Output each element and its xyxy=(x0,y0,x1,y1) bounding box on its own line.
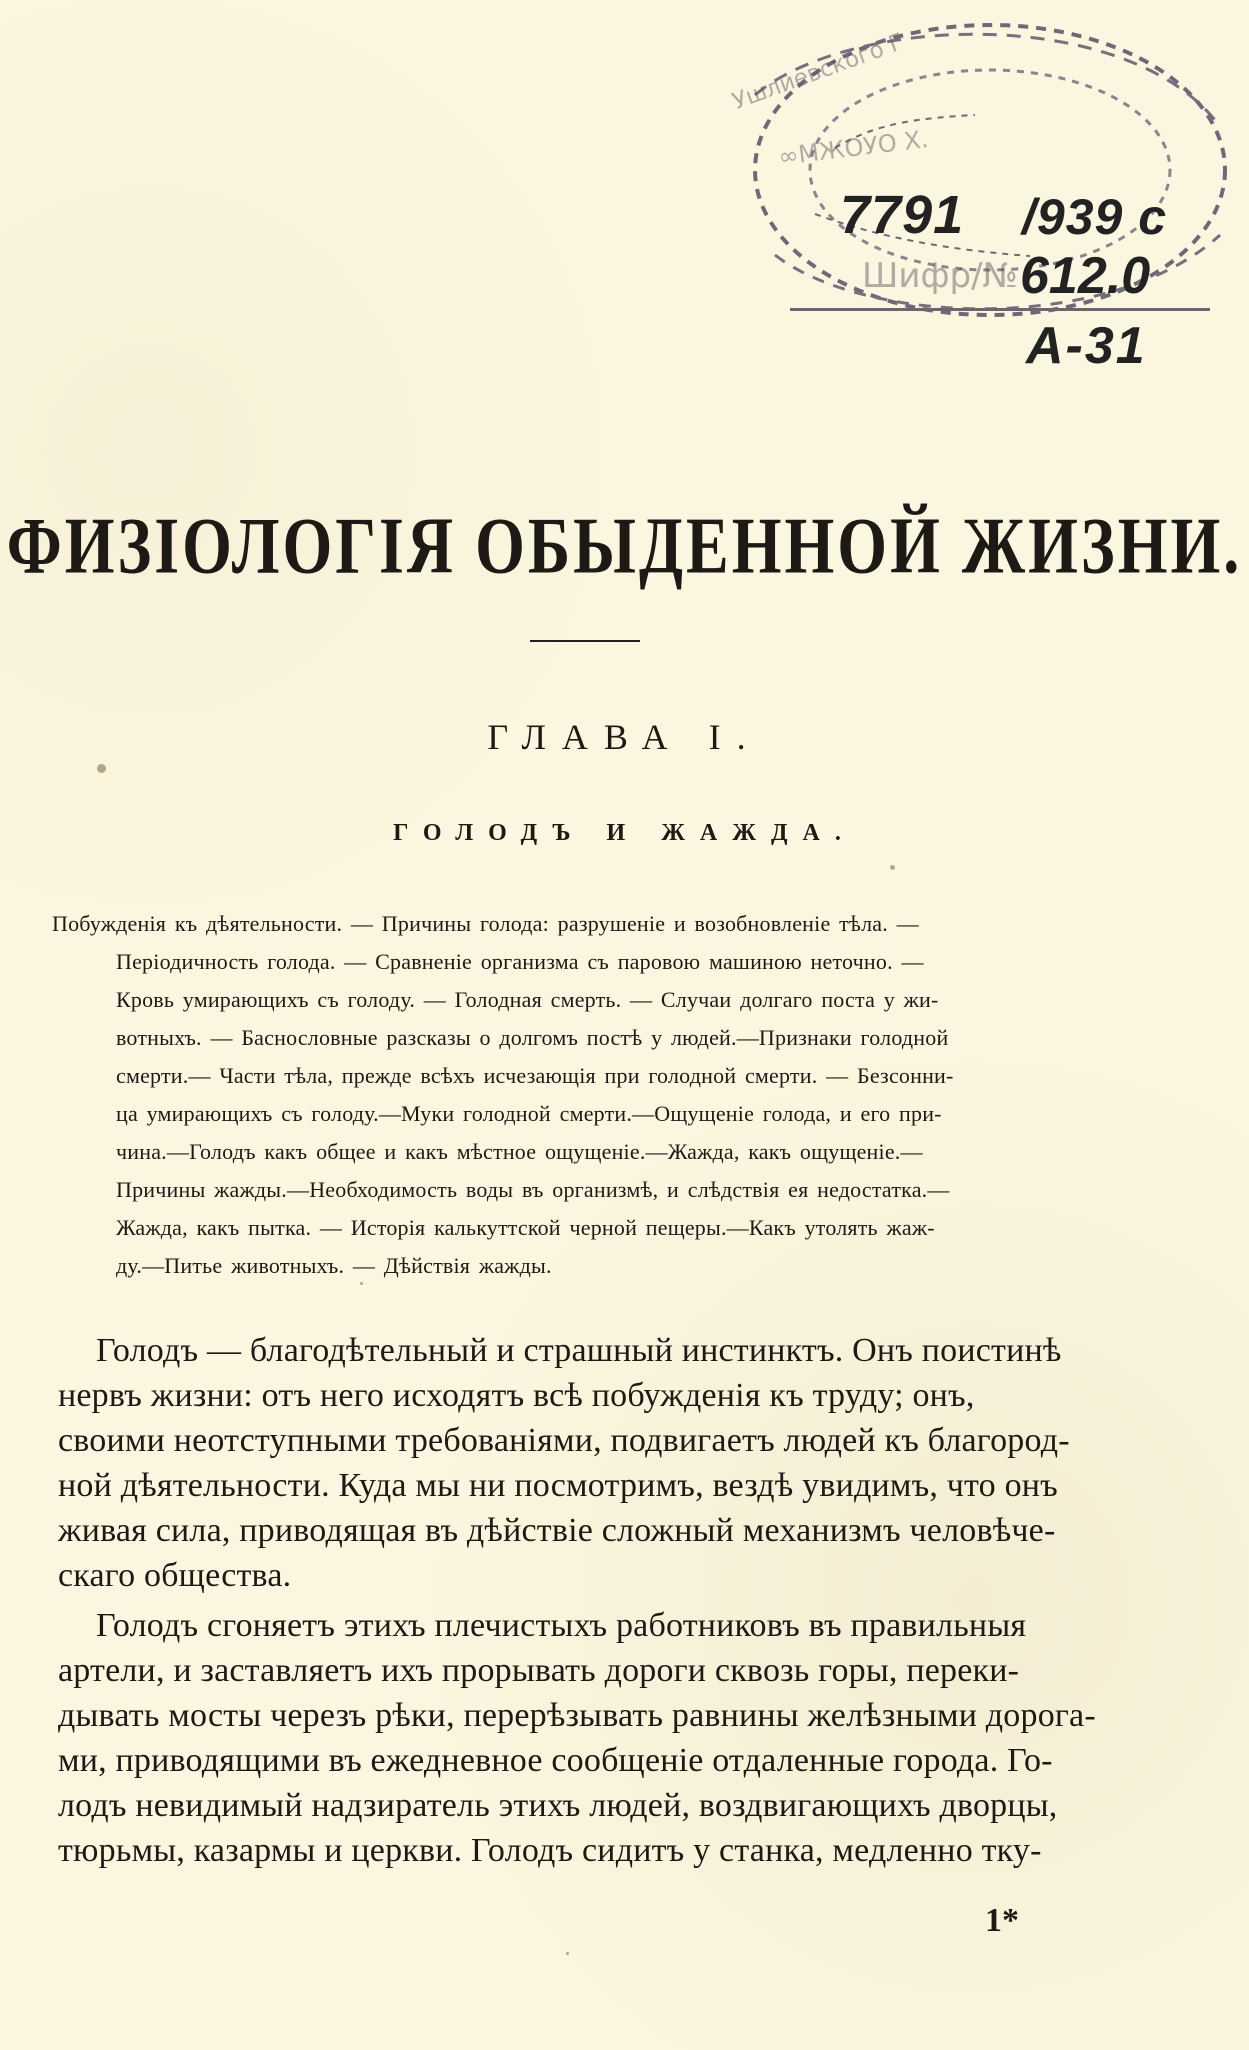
paper-speck xyxy=(97,764,106,773)
body-line: ной дѣятельности. Куда мы ни посмотримъ, вездѣ увидимъ, что онъ xyxy=(58,1467,1058,1504)
summary-line: Причины жажды.—Необходимость воды въ организмѣ, и слѣдствія ея недостатка.— xyxy=(116,1177,950,1202)
stamp-code-2: А-31 xyxy=(1026,317,1147,375)
stamp-faint-cipher-label: Шифр/№ xyxy=(862,256,1018,296)
stamp-faint-upper-text: ∞МЖОУО Х. xyxy=(776,124,930,172)
summary-line: смерти.— Части тѣла, прежде всѣхъ исчезающія при голодной смерти. — Безсонни- xyxy=(116,1063,954,1088)
chapter-label: ГЛАВА I. xyxy=(487,717,762,757)
summary-line: Періодичность голода. — Сравненіе организма съ паровою машиною неточно. — xyxy=(116,949,924,974)
body-line: нервъ жизни: отъ него исходятъ всѣ побужденія къ труду; онъ, xyxy=(58,1377,975,1414)
paper-speck xyxy=(360,1282,363,1285)
stamp-faint-arc-text: Ушлиевского Г xyxy=(728,28,908,116)
body-line: ми, приводящими въ ежедневное сообщеніе отдаленные города. Го- xyxy=(58,1742,1053,1779)
summary-line: вотныхъ. — Баснословные разсказы о долгомъ постѣ у людей.—Признаки голодной xyxy=(116,1025,949,1050)
chapter-title: ГОЛОДЪ И ЖАЖДА. xyxy=(393,820,856,846)
body-line: Голодъ — благодѣтельный и страшный инстинктъ. Онъ поистинѣ xyxy=(96,1332,1062,1369)
summary-line: Кровь умирающихъ съ голоду. — Голодная смерть. — Случаи долгаго поста у жи- xyxy=(116,987,939,1012)
body-line: живая сила, приводящая въ дѣйствіе сложный механизмъ человѣче- xyxy=(58,1512,1056,1549)
summary-line: ца умирающихъ съ голоду.—Муки голодной смерти.—Ощущеніе голода, и его при- xyxy=(116,1101,942,1126)
body-line: артели, и заставляетъ ихъ прорывать дороги сквозь горы, переки- xyxy=(58,1652,1020,1689)
summary-line: Побужденія къ дѣятельности. — Причины голода: разрушеніе и возобновленіе тѣла. — xyxy=(52,911,919,936)
summary-line: ду.—Питье животныхъ. — Дѣйствія жажды. xyxy=(116,1253,552,1278)
paper-speck xyxy=(566,1952,569,1955)
body-line: скаго общества. xyxy=(58,1557,292,1594)
paper-speck xyxy=(890,865,895,870)
body-line: лодъ невидимый надзиратель этихъ людей, воздвигающихъ дворцы, xyxy=(58,1787,1058,1824)
library-stamp xyxy=(690,0,1249,375)
stamp-code-1: 612.0 xyxy=(1020,247,1151,305)
body-line: дывать мосты черезъ рѣки, перерѣзывать равнины желѣзными дорога- xyxy=(58,1697,1096,1734)
body-line: Голодъ сгоняетъ этихъ плечистыхъ работниковъ въ правильныя xyxy=(96,1607,1027,1644)
stamp-number-2: /939 с xyxy=(1022,189,1168,245)
summary-line: Жажда, какъ пытка. — Исторія калькуттской черной пещеры.—Какъ утолять жаж- xyxy=(116,1215,935,1240)
signature-mark: 1* xyxy=(985,1902,1019,1939)
title-rule xyxy=(530,640,640,642)
stamp-text xyxy=(728,28,1200,375)
page-title: ФИЗІОЛОГІЯ ОБЫДЕННОЙ ЖИЗНИ. xyxy=(6,501,1243,590)
stamp-number-1: 7791 xyxy=(840,185,965,245)
body-line: своими неотступными требованіями, подвигаетъ людей къ благород- xyxy=(58,1422,1070,1459)
summary-line: чина.—Голодъ какъ общее и какъ мѣстное ощущеніе.—Жажда, какъ ощущеніе.— xyxy=(116,1139,923,1164)
body-line: тюрьмы, казармы и церкви. Голодъ сидитъ у станка, медленно тку- xyxy=(58,1832,1042,1869)
